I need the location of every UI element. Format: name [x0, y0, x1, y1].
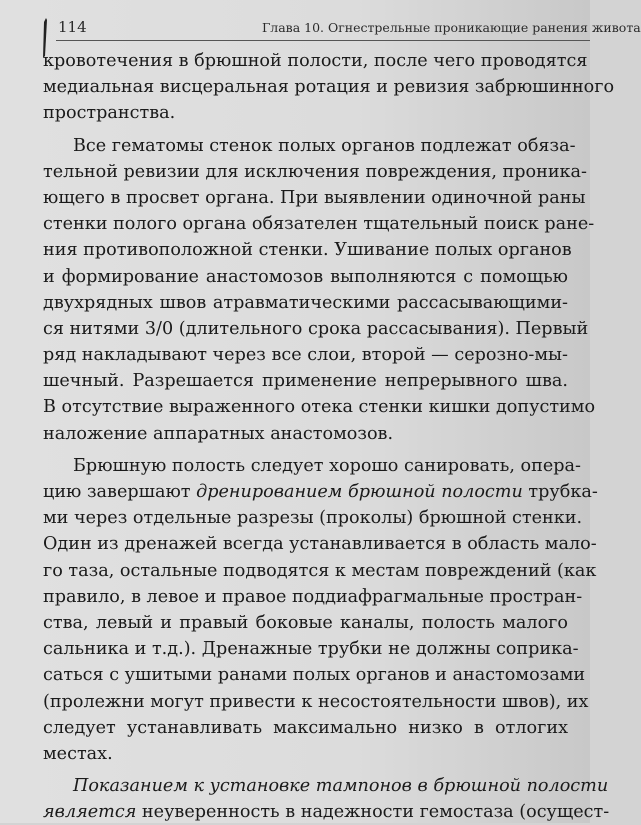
text-segment: медиальная висцеральная ротация и ревизия забрюшинного: [43, 77, 615, 98]
text-segment: Все гематомы стенок полых органов подлежат обяза-: [73, 135, 576, 156]
text-line: [43, 342, 568, 368]
italic-text: является: [43, 802, 137, 823]
text-segment: ся нитями 3/0 (длительного срока рассасывания). Первый: [43, 318, 589, 339]
text-segment: (пролежни могут привести к несостоятельности швов), их: [43, 691, 589, 712]
text-segment: ния противоположной стенки. Ушивание полых органов: [43, 240, 572, 261]
text-line: [43, 773, 609, 799]
text-segment: цию завершают: [43, 482, 197, 502]
paragraph: [43, 773, 610, 825]
paragraph: [43, 133, 596, 447]
text-line: [43, 531, 597, 557]
text-line: [43, 421, 568, 447]
text-line: [43, 48, 588, 74]
text-segment: го таза, остальные подводятся к местам повреждений (как: [43, 560, 597, 581]
text-line: [43, 662, 586, 688]
header-rule: [56, 40, 590, 41]
text-segment: неуверенность в надежности гемостаза (осущест-: [136, 802, 610, 823]
text-line: [43, 100, 568, 126]
text-segment: стенки полого органа обязателен тщательный поиск ране-: [43, 214, 595, 235]
text-line: [43, 715, 568, 741]
text-line: [43, 290, 568, 316]
text-segment: Брюшную полость следует хорошо санировать, опера-: [73, 455, 581, 476]
text-line: [43, 264, 568, 290]
text-segment: наложение аппаратных анастомозов.: [43, 423, 394, 444]
paragraph: [43, 48, 615, 127]
chapter-title: Глава 10. Огнестрельные проникающие ранения живота: [262, 20, 641, 35]
text-line: [43, 159, 587, 185]
text-line: [43, 479, 598, 505]
text-line: [43, 799, 610, 825]
text-line: [43, 453, 581, 479]
text-segment: ми через отдельные разрезы (проколы) брюшной стенки.: [43, 508, 583, 529]
paragraph: [43, 453, 598, 767]
text-segment: ряд накладывают через все слои, второй — серозно-мы-: [43, 345, 568, 366]
text-line: [43, 610, 568, 636]
text-segment: ства, левый и правый боковые каналы, полость малого: [43, 612, 568, 633]
text-segment: пространства.: [43, 103, 176, 124]
text-line: [43, 505, 583, 531]
text-segment: трубка-: [522, 482, 598, 502]
text-segment: двухрядных швов атравматическими рассасывающими-: [43, 292, 568, 313]
text-segment: правило, в левое и правое поддиафрагмальные простран-: [43, 586, 583, 607]
text-segment: В отсутствие выраженного отека стенки кишки допустимо: [43, 397, 596, 418]
text-line: [43, 211, 595, 237]
italic-text: Показанием к установке тампонов в брюшной полости: [73, 776, 609, 797]
text-line: [43, 133, 576, 159]
text-segment: сальника и т.д.). Дренажные трубки не должны соприка-: [43, 639, 579, 660]
text-segment: следует устанавливать максимально низко в отлогих: [43, 717, 568, 738]
body-text: [43, 48, 615, 825]
text-line: [43, 316, 589, 342]
text-segment: шечный. Разрешается применение непрерывного шва.: [43, 371, 568, 392]
text-line: [43, 74, 615, 100]
italic-text: дренированием брюшной полости: [196, 482, 523, 502]
text-segment: местах.: [43, 743, 113, 764]
text-line: [43, 368, 568, 394]
text-segment: Один из дренажей всегда устанавливается в область мало-: [43, 534, 597, 555]
text-line: [43, 584, 583, 610]
text-segment: тельной ревизии для исключения повреждения, проника-: [43, 161, 587, 182]
text-line: [43, 185, 586, 211]
text-line: [43, 394, 596, 420]
text-segment: ющего в просвет органа. При выявлении одиночной раны: [43, 187, 586, 208]
text-segment: саться с ушитыми ранами полых органов и анастомозами: [43, 665, 586, 686]
text-line: [43, 558, 597, 584]
text-segment: кровотечения в брюшной полости, после чего проводятся: [43, 51, 588, 71]
text-line: [43, 689, 589, 715]
running-head: [0, 14, 641, 40]
text-line: [43, 636, 579, 662]
text-line: [43, 741, 568, 767]
text-line: [43, 237, 572, 263]
text-segment: и формирование анастомозов выполняются с помощью: [43, 266, 568, 287]
page-number: 114: [58, 18, 87, 36]
